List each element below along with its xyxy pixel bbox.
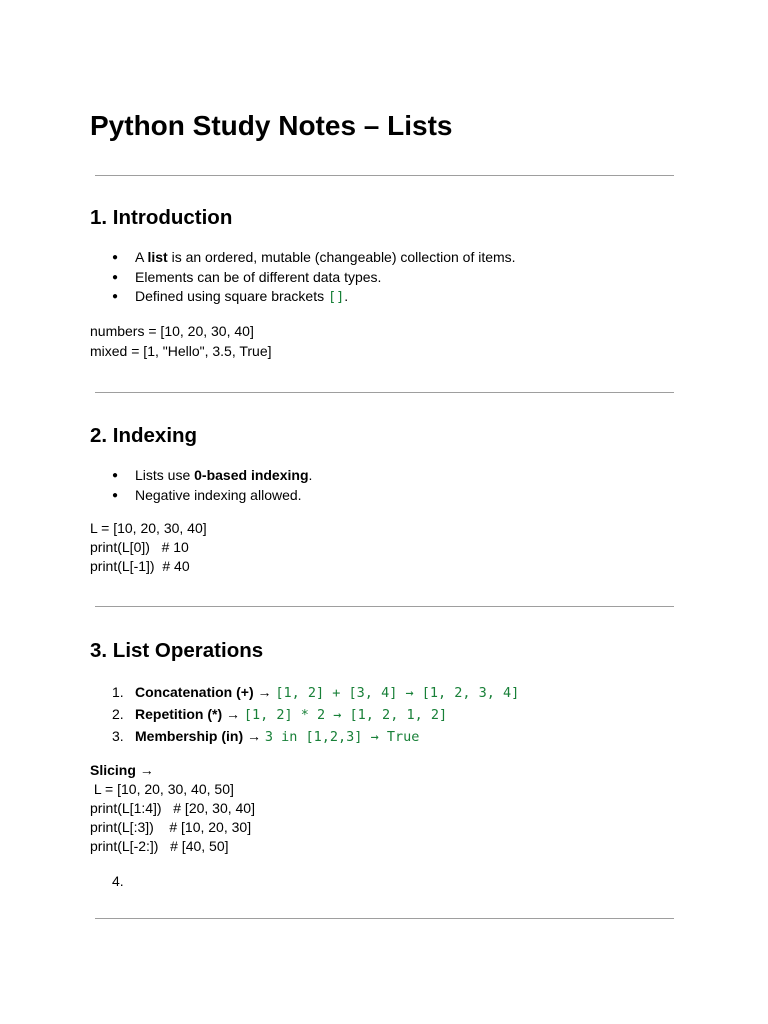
- list-item: [90, 703, 519, 725]
- indexing-bullet-list: [90, 466, 312, 505]
- bold-term: 0-based indexing: [194, 467, 309, 483]
- code-line: L = [10, 20, 30, 40]: [90, 520, 207, 536]
- bullet-text: A: [135, 249, 148, 265]
- operation-name: Concatenation (+): [135, 684, 254, 700]
- bullet-item: ● Negative indexing allowed.: [90, 486, 312, 506]
- code-line: print(L[:3]) # [10, 20, 30]: [90, 819, 252, 835]
- code-line: print(L[0]) # 10: [90, 539, 189, 555]
- list-number: 3.: [112, 728, 124, 744]
- list-item: [90, 681, 519, 703]
- bullet-text: .: [344, 288, 349, 304]
- list-item: [90, 870, 135, 892]
- code-example: [90, 322, 272, 361]
- introduction-bullet-list: [90, 248, 516, 307]
- code-example: [90, 519, 207, 576]
- bullet-text: is an ordered, mutable (changeable) collection of items.: [167, 249, 516, 265]
- list-number: 1.: [112, 684, 124, 700]
- bullet-item: [90, 248, 516, 268]
- slicing-label: Slicing →: [90, 762, 154, 778]
- bullet-text: Lists use: [135, 467, 195, 483]
- arrow: →: [243, 728, 265, 744]
- inline-code: 3 in [1,2,3] → True: [264, 729, 420, 745]
- divider: [95, 918, 674, 919]
- bullet-item: ● Elements can be of different data types.: [90, 268, 516, 288]
- bullet-text: .: [308, 467, 313, 483]
- code-line: print(L[-2:]) # [40, 50]: [90, 838, 229, 854]
- list-number: 2.: [112, 706, 124, 722]
- bullet-item: [90, 287, 516, 307]
- inline-code: []: [328, 289, 345, 305]
- arrow: →: [253, 684, 276, 700]
- section-heading-indexing: 2. Indexing: [90, 424, 198, 447]
- list-number: 4.: [112, 873, 124, 889]
- section-heading-list-operations: 3. List Operations: [90, 639, 264, 662]
- operation-name: Repetition (*): [135, 706, 223, 722]
- operation-name: Membership (in): [135, 728, 244, 744]
- code-line: L = [10, 20, 30, 40, 50]: [90, 781, 234, 797]
- bullet-text: Defined using square brackets: [135, 288, 328, 304]
- divider: [95, 175, 674, 176]
- inline-code: [1, 2] + [3, 4] → [1, 2, 3, 4]: [275, 685, 520, 701]
- code-line: numbers = [10, 20, 30, 40]: [90, 323, 254, 339]
- code-line: mixed = [1, "Hello", 3.5, True]: [90, 343, 272, 359]
- inline-code: [1, 2] * 2 → [1, 2, 1, 2]: [243, 707, 448, 723]
- bold-term: list: [147, 249, 168, 265]
- arrow: →: [222, 706, 244, 722]
- divider: [95, 392, 674, 393]
- code-line: print(L[-1]) # 40: [90, 558, 190, 574]
- operations-numbered-list-continued: [90, 870, 135, 892]
- code-line: print(L[1:4]) # [20, 30, 40]: [90, 800, 255, 816]
- section-heading-introduction: 1. Introduction: [90, 206, 233, 229]
- operations-numbered-list: [90, 681, 519, 747]
- bullet-item: [90, 466, 312, 486]
- list-item: [90, 725, 519, 747]
- divider: [95, 606, 674, 607]
- slicing-example: [90, 761, 255, 856]
- page-title: Python Study Notes – Lists: [90, 110, 453, 141]
